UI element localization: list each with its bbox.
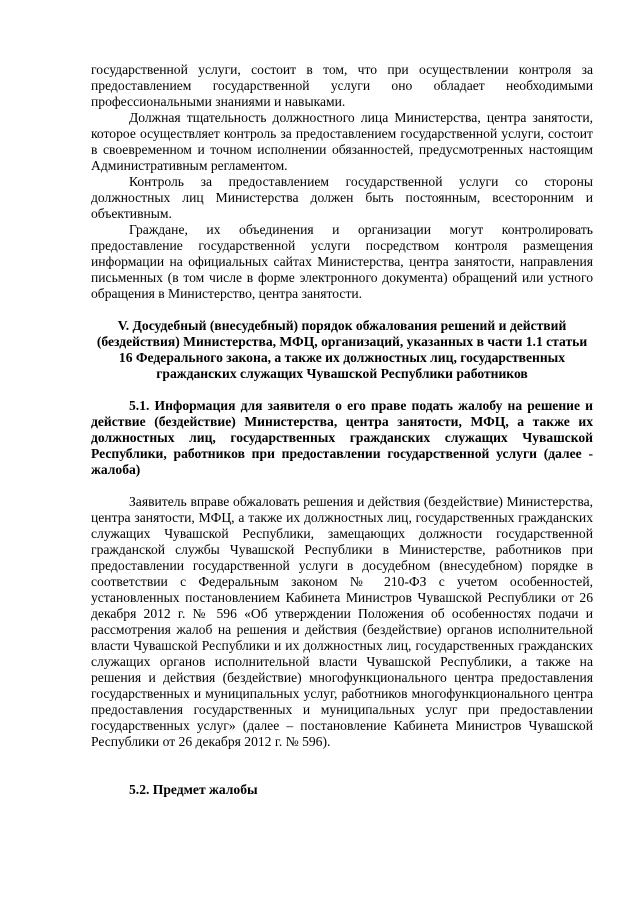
- paragraph-block-5: [91, 494, 593, 750]
- subsection-5-2-heading: 5.2. Предмет жалобы: [129, 782, 258, 797]
- paragraph-block-2: [91, 110, 593, 174]
- section-heading: V. Досудебный (внесудебный) порядок обжалования решений и действий (бездействия) Министерства, МФЦ, организаций, указанных в части 1.1 статьи 16 Федерального закона, а также их должностных лиц, государственных гражданских служащих Чувашской Республики работников: [96, 318, 588, 381]
- paragraph-block-4: [91, 222, 593, 302]
- paragraph-continuation: государственной услуги, состоит в том, что при осуществлении контроля за предоставлением государственной услуги оно обладает необходимыми профессиональными знаниями и навыками.: [91, 62, 593, 109]
- subsection-5-1-block: [91, 398, 593, 478]
- section-heading-block: [91, 318, 593, 382]
- paragraph-appeal-right: Заявитель вправе обжаловать решения и действия (бездействие) Министерства, центра занятости, МФЦ, а также их должностных лиц, государственных гражданских служащих Чувашской Республики, замещающих должности государственной гражданской службы Чувашской Республики в Министерстве, работников при предоставлении государственной услуги в досудебном (внесудебном) порядке в соответствии с Федеральным законом № 210-ФЗ с учетом особенностей, установленных постановлением Кабинета Министров Чувашской Республики от 26 декабря 2012 г. № 596 «Об утверждении Положения об особенностях подачи и рассмотрения жалоб на решения и действия (бездействие) органов исполнительной власти Чувашской Республики и их должностных лиц, государственных гражданских служащих органов исполнительной власти Чувашской Республики, а также на решения и действия (бездействие) многофункционального центра предоставления государственных и муниципальных услуг, работников многофункционального центра предоставления государственных и муниципальных услуг при предоставлении государственных услуг» (далее – постановление Кабинета Министров Чувашской Республики от 26 декабря 2012 г. № 596).: [91, 494, 593, 749]
- paragraph-top: [91, 62, 593, 110]
- paragraph-due-diligence: Должная тщательность должностного лица Министерства, центра занятости, которое осуществляет контроль за предоставлением государственной услуги, состоит в своевременном и точном исполнении обязанностей, предусмотренных настоящим Административным регламентом.: [91, 110, 593, 173]
- subsection-5-2-block: [91, 782, 593, 798]
- paragraph-control: Контроль за предоставлением государственной услуги со стороны должностных лиц Министерства должен быть постоянным, всесторонним и объективным.: [91, 174, 593, 221]
- paragraph-citizens: Граждане, их объединения и организации могут контролировать предоставление государственной услуги посредством контроля размещения информации на официальных сайтах Министерства, центра занятости, направления письменных (в том числе в форме электронного документа) обращений или устного обращения в Министерство, центра занятости.: [91, 222, 593, 301]
- paragraph-block-3: [91, 174, 593, 222]
- subsection-5-1-heading: 5.1. Информация для заявителя о его праве подать жалобу на решение и действие (бездействие) Министерства, центра занятости, МФЦ, а также их должностных лиц, государственных гражданских служащих Чувашской Республики, работников при предоставлении государственной услуги (далее - жалоба): [91, 398, 593, 477]
